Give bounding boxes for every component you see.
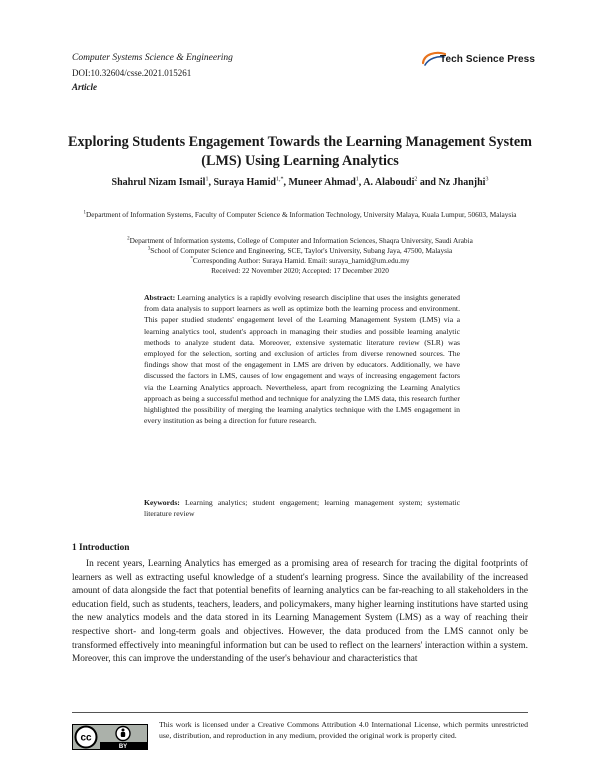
cc-badge-label: cc bbox=[80, 732, 92, 744]
affiliation-text: School of Computer Science and Engineering, SCE, Taylor's University, Subang Jaya, 47500, Malaysia bbox=[150, 246, 453, 255]
author-affil-mark: 1,* bbox=[275, 176, 284, 183]
abstract-label: Abstract: bbox=[144, 293, 176, 302]
author-separator: , bbox=[208, 177, 214, 188]
affiliation bbox=[56, 210, 544, 220]
received-dates: Received: 22 November 2020; Accepted: 17 December 2020 bbox=[211, 266, 389, 275]
attribution-person-icon bbox=[122, 729, 125, 732]
author-affil-mark: 1 bbox=[205, 176, 209, 183]
cc-by-license-badge bbox=[72, 724, 148, 750]
publisher-logo bbox=[420, 50, 535, 68]
author-name: Suraya Hamid bbox=[213, 177, 276, 188]
license-statement: This work is licensed under a Creative Commons Attribution 4.0 International License, which permits unrestricted use, distribution, and reproduction in any medium, provided the original work is properly cited. bbox=[159, 720, 528, 740]
doi: DOI:10.32604/csse.2021.015261 bbox=[72, 68, 192, 78]
author-separator: and bbox=[417, 177, 439, 188]
affiliation-mark: 2 bbox=[127, 236, 130, 242]
keywords-text: Learning analytics; student engagement; learning management system; systematic literature review bbox=[144, 498, 461, 519]
affiliation-mark: * bbox=[190, 256, 193, 262]
section-heading-introduction: 1 Introduction bbox=[72, 543, 130, 553]
footer-divider bbox=[72, 712, 528, 713]
article-type: Article bbox=[72, 82, 97, 92]
corresponding-author-text: Corresponding Author: Suraya Hamid. Email: suraya_hamid@um.edu.my bbox=[192, 256, 410, 265]
paper-title: Exploring Students Engagement Towards the Learning Management System (LMS) Using Learning Analytics bbox=[68, 134, 532, 169]
affiliation-text: Department of Information Systems, Faculty of Computer Science & Information Technology, University Malaya, Kuala Lumpur, 50603, Malaysia bbox=[86, 210, 517, 219]
affiliation-text: Department of Information systems, College of Computer and Information Sciences, Shaqra University, Saudi Arabia bbox=[129, 236, 473, 245]
affiliation bbox=[56, 246, 544, 256]
author-separator: , bbox=[283, 177, 289, 188]
author-separator: , bbox=[358, 177, 364, 188]
corresponding-author bbox=[56, 256, 544, 266]
author-name: Shahrul Nizam Ismail bbox=[111, 177, 206, 188]
introduction-paragraph: In recent years, Learning Analytics has emerged as a promising area of research for tracing the digital footprints of learners as well as extracting useful knowledge of a student's learning progress. Since the availability of the increased amount of data alongside the fact that potential benefits of learning analytics can be far-reaching to all stakeholders in the education field, such as students, teachers, leaders, and policymakers, many higher learning institutions have started using the new analytics models and the data stored in its Learning Management System (LMS) as a way of reaching their respective short- and long-term goals and objectives. However, the data produced from the LMS cannot only be transformed effectively into meaningful information but can be used to reflect on the learners' interaction within a system. Moreover, this can improve the understanding of the user's behaviour and characteristics that bbox=[72, 559, 528, 665]
author-affil-mark: 2 bbox=[414, 176, 418, 183]
abstract-text: Learning analytics is a rapidly evolving research discipline that uses the insights generated from data analysis to support learners as well as optimize both the learning process and environment. This paper studied students' engagement level of the Learning Management System (LMS) via a learning analytics tool, student's approach in managing their studies and possible learning analytic methods to analyze student data. Moreover, extensive systematic literature review (SLR) was employed for the selection, sorting and exclusion of articles from diverse renowned sources. The findings show that most of the engagement in LMS are driven by educators. Additionally, we have discussed the factors in LMS, causes of low engagement and ways of increasing engagement factors via the Learning Analytics approach. Nevertheless, apart from recognizing the Learning Analytics approach as being a successful method and technique for analyzing the LMS data, this research further highlighted the possibility of merging the learning analytics technique with the LMS engagement in every institution as being a direction for future research. bbox=[144, 293, 461, 426]
author-affil-mark: 3 bbox=[485, 176, 489, 183]
by-badge-label: BY bbox=[118, 744, 128, 750]
author-affil-mark: 1 bbox=[355, 176, 359, 183]
author-name: Muneer Ahmad bbox=[288, 177, 356, 188]
author-name: Nz Jhanjhi bbox=[438, 177, 486, 188]
abstract bbox=[144, 292, 460, 426]
journal-name: Computer Systems Science & Engineering bbox=[72, 53, 233, 63]
author-name: A. Alaboudi bbox=[363, 177, 415, 188]
keywords bbox=[144, 497, 460, 519]
affiliation bbox=[56, 236, 544, 246]
affiliation-mark: 3 bbox=[147, 246, 151, 252]
affiliation-mark: 1 bbox=[83, 210, 87, 216]
author-list bbox=[60, 177, 540, 188]
keywords-label: Keywords: bbox=[144, 498, 180, 507]
publisher-name: Tech Science Press bbox=[440, 53, 536, 65]
